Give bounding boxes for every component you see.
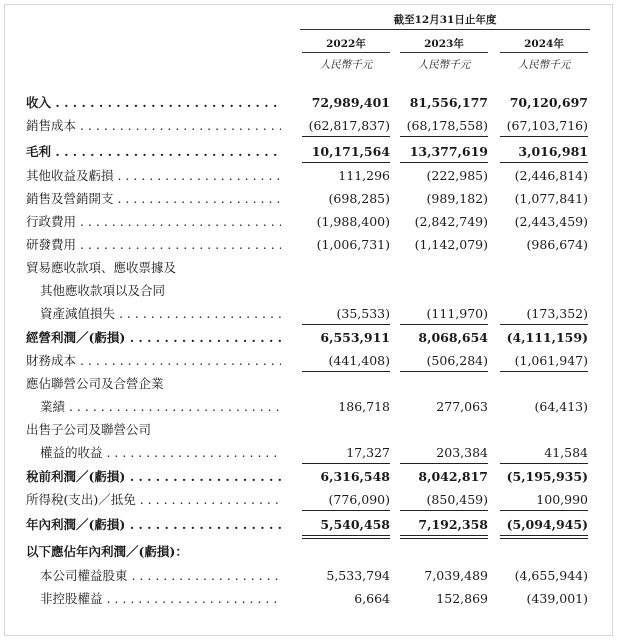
unit-label-2024: 人民幣千元 bbox=[517, 59, 571, 71]
value-2022: 5,533,794 bbox=[326, 568, 390, 583]
value-2023: 81,556,177 bbox=[409, 95, 488, 110]
total-rule bbox=[302, 324, 390, 325]
table-row bbox=[0, 490, 618, 510]
row-label: 銷售成本 . . . bbox=[26, 116, 281, 136]
value-2024: 70,120,697 bbox=[509, 95, 588, 110]
value-2023: 7,039,489 bbox=[424, 568, 488, 583]
value-2023: (111,970) bbox=[426, 306, 488, 321]
table-row bbox=[0, 189, 618, 209]
value-2024: (986,674) bbox=[526, 237, 588, 252]
value-2023: (506,284) bbox=[426, 353, 488, 368]
period-title: 截至12月31日止年度 bbox=[393, 14, 497, 26]
value-2022: (62,817,837) bbox=[308, 118, 390, 133]
total-rule bbox=[500, 535, 588, 536]
table-row bbox=[0, 515, 618, 535]
table-row bbox=[0, 304, 618, 324]
total-rule bbox=[500, 510, 588, 511]
total-rule bbox=[400, 136, 488, 137]
table-row bbox=[0, 467, 618, 487]
value-2022: 17,327 bbox=[346, 445, 390, 460]
row-label: 其他收益及虧損 . . . bbox=[26, 166, 281, 186]
row-label: 研發費用 . . . bbox=[26, 235, 281, 255]
total-rule bbox=[500, 136, 588, 137]
row-label: 財務成本 . . . bbox=[26, 351, 281, 371]
value-2024: (4,111,159) bbox=[506, 330, 588, 345]
total-rule bbox=[302, 535, 390, 536]
total-rule bbox=[400, 463, 488, 464]
value-2022: (441,408) bbox=[328, 353, 390, 368]
table-row bbox=[0, 351, 618, 371]
value-2022: (776,090) bbox=[328, 492, 390, 507]
table-row bbox=[0, 142, 618, 162]
value-2024: (5,195,935) bbox=[506, 469, 588, 484]
row-label: 非控股權益 . . . bbox=[40, 589, 281, 609]
table-row bbox=[0, 420, 618, 440]
table-row bbox=[0, 374, 618, 394]
value-2022: (1,988,400) bbox=[316, 214, 390, 229]
total-rule bbox=[302, 538, 390, 539]
table-row bbox=[0, 443, 618, 463]
total-rule bbox=[302, 162, 390, 163]
row-label: 稅前利潤／(虧損) . . . bbox=[26, 467, 281, 487]
value-2023: 7,192,358 bbox=[418, 517, 488, 532]
value-2023: (2,842,749) bbox=[414, 214, 488, 229]
value-2024: (4,655,944) bbox=[514, 568, 588, 583]
total-rule bbox=[500, 371, 588, 372]
year-rule-2023 bbox=[400, 52, 488, 53]
table-row bbox=[0, 566, 618, 586]
value-2022: 6,664 bbox=[354, 591, 390, 606]
value-2022: (698,285) bbox=[328, 191, 390, 206]
value-2022: 5,540,458 bbox=[320, 517, 390, 532]
value-2023: 8,068,654 bbox=[418, 330, 488, 345]
total-rule bbox=[302, 463, 390, 464]
unit-label-2022: 人民幣千元 bbox=[319, 59, 373, 71]
row-label: 其他應收款項以及合同 bbox=[40, 283, 166, 298]
value-2024: (5,094,945) bbox=[506, 517, 588, 532]
row-label: 應佔聯營公司及合營企業 bbox=[26, 376, 164, 391]
value-2022: 72,989,401 bbox=[311, 95, 390, 110]
value-2022: 6,316,548 bbox=[320, 469, 390, 484]
table-row bbox=[0, 166, 618, 186]
value-2023: (68,178,558) bbox=[406, 118, 488, 133]
table-row bbox=[0, 258, 618, 278]
value-2024: (1,061,947) bbox=[514, 353, 588, 368]
year-rule-2024 bbox=[500, 52, 588, 53]
value-2024: (439,001) bbox=[526, 591, 588, 606]
total-rule bbox=[400, 371, 488, 372]
value-2023: 277,063 bbox=[436, 399, 488, 414]
table-row bbox=[0, 542, 618, 562]
total-rule bbox=[302, 510, 390, 511]
table-row bbox=[0, 589, 618, 609]
row-label: 經營利潤／(虧損) . . . bbox=[26, 328, 281, 348]
value-2023: (989,182) bbox=[426, 191, 488, 206]
value-2024: (1,077,841) bbox=[514, 191, 588, 206]
value-2022: 6,553,911 bbox=[320, 330, 390, 345]
total-rule bbox=[400, 510, 488, 511]
total-rule bbox=[302, 371, 390, 372]
value-2024: 3,016,981 bbox=[518, 144, 588, 159]
value-2022: (1,006,731) bbox=[316, 237, 390, 252]
row-label: 收入 . . . bbox=[26, 93, 281, 113]
value-2024: 41,584 bbox=[544, 445, 588, 460]
row-label: 出售子公司及聯營公司 bbox=[26, 422, 152, 437]
unit-label-2023: 人民幣千元 bbox=[417, 59, 471, 71]
value-2023: (222,985) bbox=[426, 168, 488, 183]
year-header-2023: 2023年 bbox=[424, 38, 464, 50]
value-2024: (64,413) bbox=[534, 399, 588, 414]
row-label: 本公司權益股東 . . . bbox=[40, 566, 281, 586]
table-row bbox=[0, 328, 618, 348]
row-label: 貿易應收款項、應收票據及 bbox=[26, 260, 177, 275]
row-label: 權益的收益 . . . bbox=[40, 443, 281, 463]
row-label: 資產減值損失 . . . bbox=[40, 304, 281, 324]
table-row bbox=[0, 93, 618, 113]
value-2022: 186,718 bbox=[338, 399, 390, 414]
value-2024: (2,443,459) bbox=[514, 214, 588, 229]
total-rule bbox=[500, 463, 588, 464]
total-rule bbox=[400, 538, 488, 539]
table-row bbox=[0, 212, 618, 232]
header-rule bbox=[300, 29, 590, 30]
value-2024: (2,446,814) bbox=[514, 168, 588, 183]
table-row bbox=[0, 281, 618, 301]
row-label: 業績 . . . bbox=[40, 397, 281, 417]
year-rule-2022 bbox=[302, 52, 390, 53]
row-label: 所得稅(支出)／抵免 . . . bbox=[26, 490, 281, 510]
table-row bbox=[0, 397, 618, 417]
value-2022: 10,171,564 bbox=[311, 144, 390, 159]
value-2023: (1,142,079) bbox=[414, 237, 488, 252]
value-2022: 111,296 bbox=[338, 168, 390, 183]
total-rule bbox=[400, 162, 488, 163]
row-label: 年內利潤／(虧損) . . . bbox=[26, 515, 281, 535]
value-2023: 203,384 bbox=[436, 445, 488, 460]
total-rule bbox=[400, 535, 488, 536]
value-2023: 8,042,817 bbox=[418, 469, 488, 484]
value-2023: 152,869 bbox=[436, 591, 488, 606]
value-2024: 100,990 bbox=[536, 492, 588, 507]
total-rule bbox=[400, 324, 488, 325]
year-header-2022: 2022年 bbox=[326, 38, 366, 50]
row-label: 銷售及營銷開支 . . . bbox=[26, 189, 281, 209]
table-row bbox=[0, 235, 618, 255]
row-label: 行政費用 . . . bbox=[26, 212, 281, 232]
value-2024: (67,103,716) bbox=[506, 118, 588, 133]
year-header-2024: 2024年 bbox=[524, 38, 564, 50]
value-2023: (850,459) bbox=[426, 492, 488, 507]
total-rule bbox=[500, 538, 588, 539]
total-rule bbox=[500, 162, 588, 163]
value-2024: (173,352) bbox=[526, 306, 588, 321]
total-rule bbox=[500, 324, 588, 325]
table-row bbox=[0, 116, 618, 136]
row-label: 以下應佔年內利潤／(虧損)： bbox=[26, 544, 188, 559]
row-label: 毛利 . . . bbox=[26, 142, 281, 162]
value-2022: (35,533) bbox=[336, 306, 390, 321]
total-rule bbox=[302, 136, 390, 137]
value-2023: 13,377,619 bbox=[409, 144, 488, 159]
